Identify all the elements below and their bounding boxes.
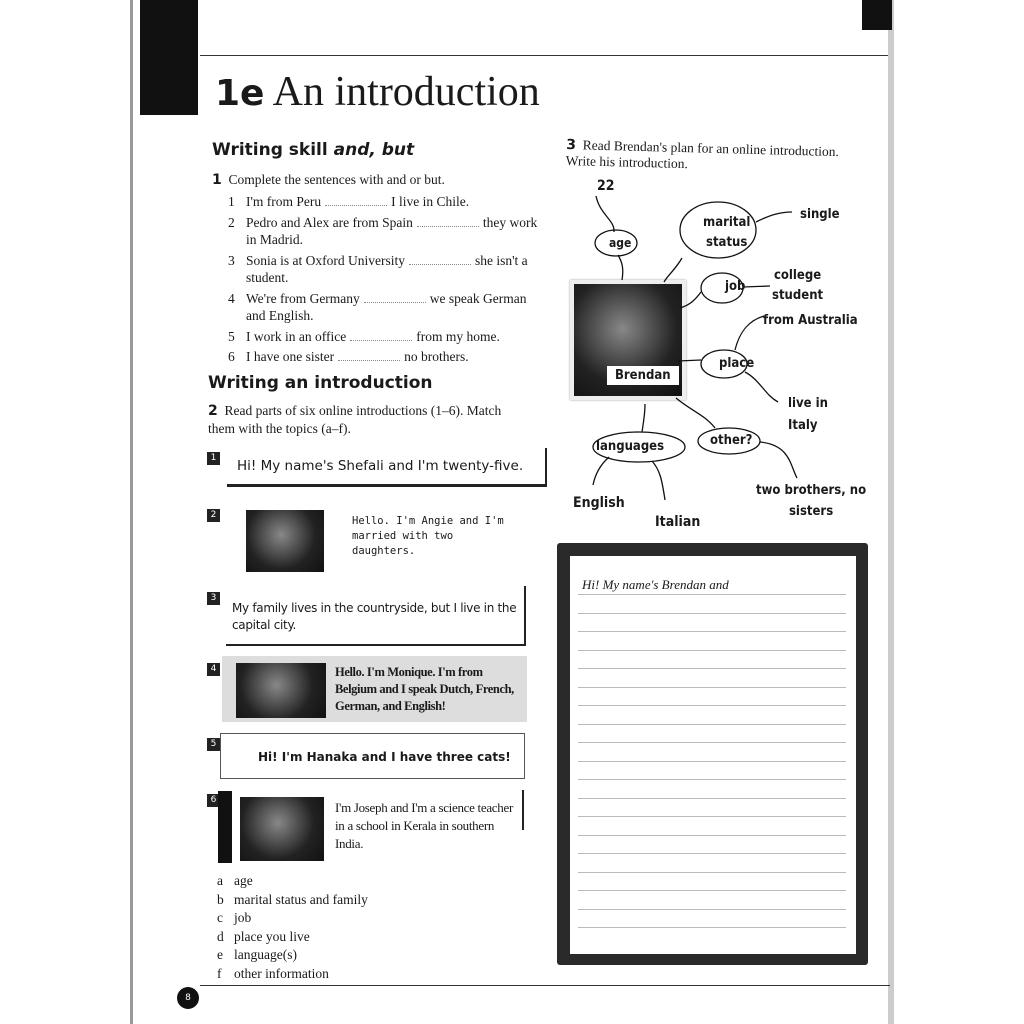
heading-writing-intro: Writing an introduction <box>208 373 433 393</box>
mm-age-value: 22 <box>597 178 615 194</box>
item-number: 1 <box>228 194 235 209</box>
item-text: I work in an office from my home. <box>246 328 500 344</box>
intro-badge-2: 2 <box>207 509 220 522</box>
unit-code: 1e <box>215 73 265 114</box>
writing-line <box>578 650 846 651</box>
writing-line <box>578 594 846 595</box>
intro-1: Hi! My name's Shefali and I'm twenty-five. <box>227 448 547 487</box>
exercise-3-instruction: 3 Read Brendan's plan for an online introduction. Write his introduction. <box>565 137 840 172</box>
exercise-1-instruction: 1 Complete the sentences with and or but. <box>212 172 445 188</box>
writing-line <box>578 798 846 799</box>
item-text: I have one sister no brothers. <box>246 349 469 364</box>
topic-letter: b <box>217 891 224 907</box>
writing-line <box>578 890 846 891</box>
writing-line <box>578 631 846 632</box>
writing-line <box>578 613 846 614</box>
mm-job-value: college student <box>772 268 824 303</box>
intro-badge-3: 3 <box>207 592 220 605</box>
writing-line <box>578 853 846 854</box>
item-number: 2 <box>228 214 235 230</box>
writing-line <box>578 835 846 836</box>
intro-4: Hello. I'm Monique. I'm from Belgium and I speak Dutch, French, German, and English! <box>335 665 514 713</box>
writing-line <box>578 724 846 725</box>
page-number: 8 <box>177 987 199 1009</box>
exercise-2-instruction: 2 Read parts of six online introductions (1–6). Match them with the topics (a–f). <box>208 403 502 436</box>
intro-5: Hi! I'm Hanaka and I have three cats! <box>220 733 525 779</box>
item-number: 3 <box>228 252 235 268</box>
topic-letter: f <box>217 965 222 981</box>
topic-letter: a <box>217 873 223 888</box>
item-number: 5 <box>228 328 235 344</box>
topic-letter: c <box>217 910 223 925</box>
mm-other-value: two brothers, no sisters <box>756 483 867 519</box>
topic-text: place you live <box>234 928 310 944</box>
topic-text: language(s) <box>234 947 297 962</box>
topic-text: job <box>234 910 252 925</box>
mm-other: other? <box>710 433 753 448</box>
mm-single: single <box>800 207 840 222</box>
item-text: We're from Germany we speak German and English. <box>246 290 527 323</box>
title-text: An introduction <box>272 69 540 115</box>
writing-line <box>578 668 846 669</box>
item-number: 4 <box>228 290 235 306</box>
item-number: 6 <box>228 349 235 364</box>
topic-text: marital status and family <box>234 891 368 907</box>
topic-text: age <box>234 873 253 888</box>
mm-languages: languages <box>596 439 665 454</box>
topic-letter: e <box>217 947 223 962</box>
mm-from: from Australia <box>763 313 858 328</box>
item-text: Pedro and Alex are from Spain they work in Madrid. <box>246 214 538 247</box>
writing-line <box>578 872 846 873</box>
topic-text: other information <box>234 965 329 981</box>
heading-writing-skill: Writing skill and, but <box>212 140 415 160</box>
writing-line <box>578 761 846 762</box>
topic-letter: d <box>217 928 224 944</box>
writing-start: Hi! My name's Brendan and <box>582 577 729 592</box>
mm-english: English <box>573 495 625 511</box>
intro-3: My family lives in the countryside, but I live in the capital city. <box>226 586 526 646</box>
mm-age: age <box>609 236 632 250</box>
writing-area[interactable] <box>570 556 856 954</box>
writing-line <box>578 909 846 910</box>
writing-line <box>578 927 846 928</box>
intro-badge-1: 1 <box>207 452 220 465</box>
mm-marital: marital status <box>703 215 751 250</box>
mm-live: live in Italy <box>788 396 828 433</box>
writing-line <box>578 687 846 688</box>
intro-badge-5: 5 <box>207 738 220 751</box>
intro-6: I'm Joseph and I'm a science teacher in a school in Kerala in southern India. <box>335 800 513 851</box>
item-text: Sonia is at Oxford University she isn't a student. <box>246 252 528 285</box>
writing-line <box>578 742 846 743</box>
writing-line <box>578 816 846 817</box>
intro-badge-4: 4 <box>207 663 220 676</box>
mm-job: job <box>725 279 746 294</box>
brendan-label: Brendan <box>607 366 679 385</box>
writing-line <box>578 705 846 706</box>
item-text: I'm from Peru I live in Chile. <box>246 194 470 209</box>
intro-badge-6: 6 <box>207 794 220 807</box>
bottom-rule <box>200 985 890 986</box>
mm-place: place <box>719 356 755 371</box>
intro-2: Hello. I'm Angie and I'm married with two daughters. <box>352 515 504 557</box>
writing-line <box>578 779 846 780</box>
mm-italian: Italian <box>655 514 701 530</box>
